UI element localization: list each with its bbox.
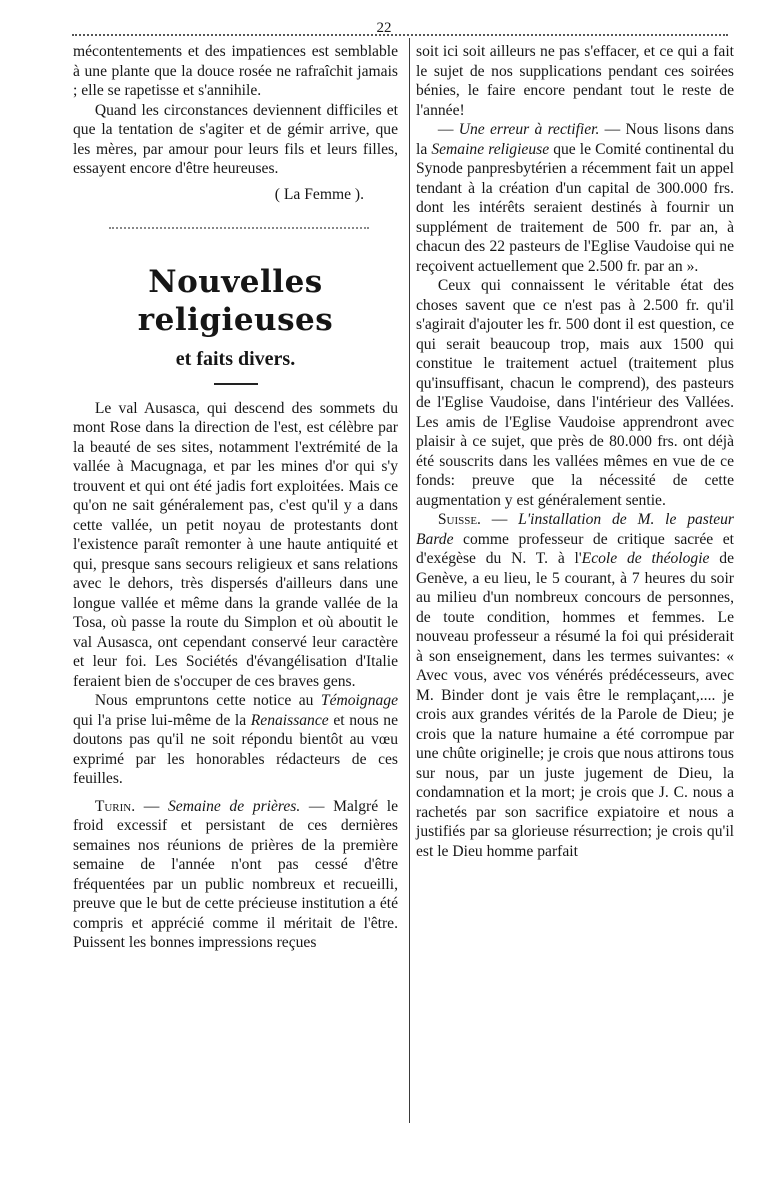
- paragraph-continuation-right: soit ici soit ailleurs ne pas s'effacer, et ce qui a fait le sujet de nos supplications pendant ces soirées bénies, le faire encore pendant tout le reste de l'année!: [416, 43, 734, 119]
- source-semaine-religieuse: Semaine religieuse: [431, 140, 550, 158]
- page-number: 22: [376, 20, 392, 36]
- spacer: [73, 789, 398, 797]
- suisse-text-2: de Genève, a eu lieu, le 5 courant, à 7 heures du soir au milieu d'un nombreux concours de personnes, de toute condition, hommes et femmes. Le nouveau professeur a résumé la foi qui présiderait à son enseignement, dans les termes suivantes: « Avec vous, avec vos vénérés prédécesseurs, avec M. Binder dont je vais être le remplaçant,.... je crois aux grandes vérités de la Parole de Dieu; je crois que la nature humaine a été corrompue par une chûte originelle; je crois que nous attirons tous sur nous, par un juste jugement de Dieu, la condamnation et la mort; je crois que J. C. nous a rachetés par son sacrifice expiatoire et nous a justifiés par sa glorieuse résurrection; je crois qu'il est le Dieu homme parfait: [416, 550, 734, 860]
- section-separator: [109, 227, 369, 229]
- turin-place: Turin.: [94, 797, 136, 815]
- source-temoignage: Témoignage: [320, 692, 398, 709]
- erreur-text-1: — Nous lisons dans la: [416, 121, 735, 158]
- left-column: [73, 42, 398, 953]
- emprunt-text-3: et nous ne doutons pas qu'il ne soit répondu bientôt au vœu exprimé par les honorables rédacteurs de ces feuilles.: [73, 711, 398, 787]
- suisse-title: L'installation de M. le pasteur Barde: [416, 511, 734, 548]
- turin-title: Semaine de prières.: [167, 797, 301, 815]
- top-rule: [72, 34, 728, 36]
- column-divider: [409, 38, 410, 1123]
- paragraph-veritable-etat: Ceux qui connaissent le véritable état des choses savent que ce n'est pas à 2.500 fr. qu'il s'agirait d'ajouter les fr. 500 dont il est question, ce qui serait beaucoup trop, mais aux 1500 qui constitue le traitement actuel (traitement plus qu'insuffisant, chacun le comprend), des pasteurs de l'Eglise Vaudoise, dans l'intérieur des Vallées. Les amis de l'Eglise Vaudoise apprendront avec plaisir à ce sujet, que près de 80.000 frs. ont déjà été souscrits dans les vallées mêmes en vue de ce fonds: preuve que la nécessité de cette augmentation y est généralement sentie.: [416, 277, 734, 509]
- emprunt-text-1: Nous empruntons cette notice au: [94, 692, 321, 709]
- suisse-dash: —: [480, 511, 519, 528]
- paragraph-continuation: mécontentements et des impatiences est semblable à une plante que la douce rosée ne rafraîchit jamais ; elle se rapetisse et s'annihile.: [73, 43, 398, 99]
- article-emprunt: [73, 691, 398, 789]
- erreur-title: Une erreur à rectifier.: [458, 121, 600, 138]
- erreur-lead: —: [437, 121, 459, 138]
- section-title: Nouvelles religieuses: [137, 263, 334, 338]
- right-column: [416, 42, 734, 861]
- section-subtitle: et faits divers.: [175, 347, 296, 370]
- article-turin: [73, 797, 398, 953]
- short-divider: [214, 383, 258, 385]
- emprunt-text-2: qui l'a prise lui-même de la: [73, 711, 251, 729]
- source-renaissance: Renaissance: [250, 711, 329, 729]
- suisse-school: Ecole de théologie: [581, 550, 710, 567]
- attribution-la-femme: ( La Femme ).: [274, 185, 364, 203]
- article-val-ausasca: Le val Ausasca, qui descend des sommets du mont Rose dans la direction de l'est, est célèbre par la beauté de ses sites, notamment l'extrémité de la vallée à Macugnaga, et par les mines d'or qui s'y trouvent et qui ont été jadis fort exploitées. Mais ce qu'on ne sait généralement pas, c'est qu'il y a dans cette vallée, un petit noyau de protestants dont l'existence paraît remonter à une haute antiquité et qui, presque sans secours religieux et sans relations avec le dehors, très dispersés d'ailleurs dans une longue vallée et même dans la grande vallée de la Tosa, où passe la route du Simplon et où aboutit le val Ausasca, ont cependant conservé leur caractère et leur foi. Les Sociétés d'évangélisation d'Italie feraient bien de s'occuper de ces braves gens.: [73, 399, 398, 690]
- article-erreur: [416, 120, 734, 276]
- erreur-text-2: que le Comité continental du Synode panpresbytérien a récemment fait un appel tendant à la création d'un capital de 300.000 frs. dont les intérêts seraient destinés à fournir un supplément de traitement de 500 fr. par an, à chacun des 22 pasteurs de l'Eglise Vaudoise qui ne reçoivent actuellement que 2.500 fr. par an ».: [416, 140, 735, 275]
- paragraph-mothers: Quand les circonstances deviennent difficiles et que la tentation de s'agiter et de gémir arrive, que les mères, par amour pour leurs fils et leurs filles, essayent encore d'être heureuses.: [73, 101, 398, 177]
- turin-dash: —: [135, 797, 168, 815]
- turin-text: — Malgré le froid excessif et persistant de ces dernières semaines nos réunions de prières de la première semaine de l'année n'ont pas cessé d'être fréquentées par un public nombreux et recueilli, preuve que le but de cette précieuse institution a été compris et apprécié comme il méritait de l'être. Puissent les bonnes impressions reçues: [73, 797, 399, 951]
- article-suisse: [416, 510, 734, 861]
- suisse-place: Suisse.: [437, 511, 481, 528]
- suisse-text-1: comme professeur de critique sacrée et d'exégèse du N. T. à l': [416, 530, 734, 567]
